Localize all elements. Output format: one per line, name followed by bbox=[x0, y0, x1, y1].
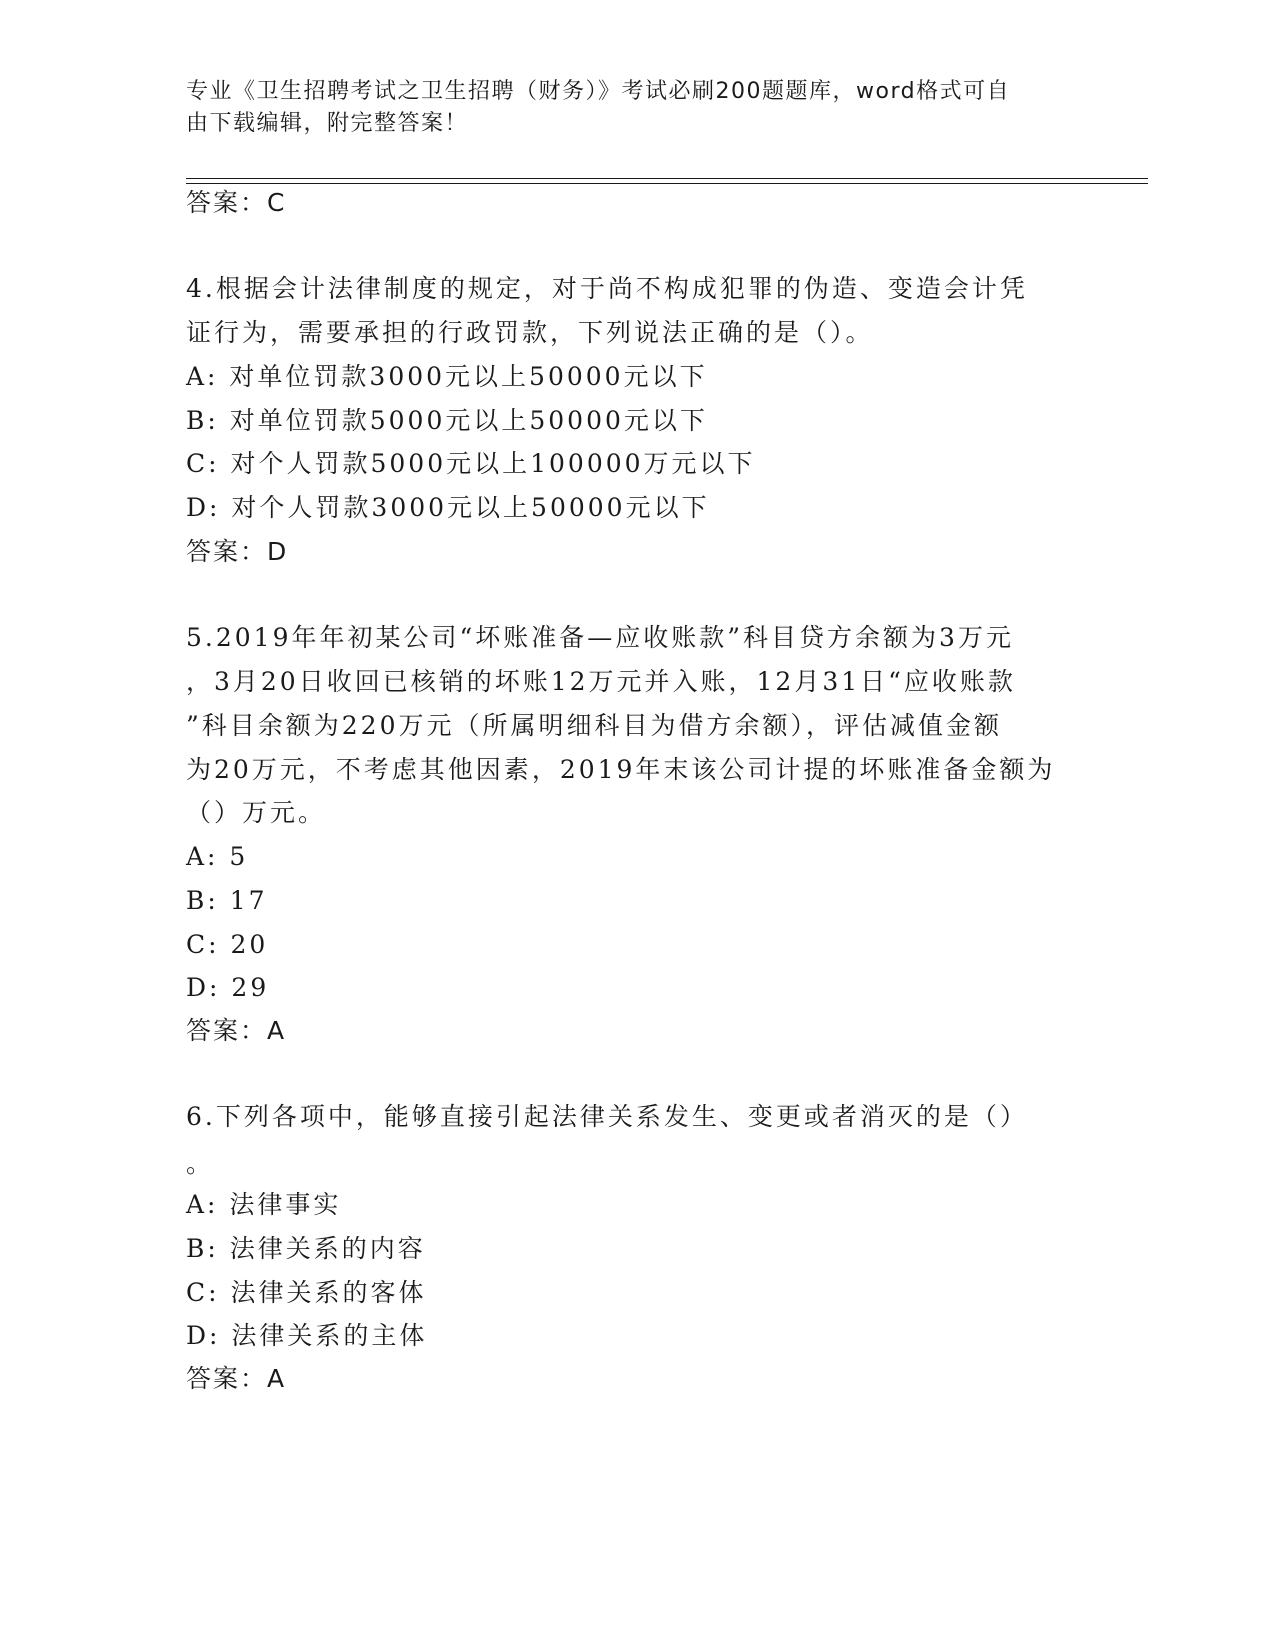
q6-answer: 答案：A bbox=[186, 1364, 287, 1393]
q5-option-d: D: 29 bbox=[186, 973, 270, 1002]
header-divider-top bbox=[186, 178, 1148, 179]
q4-stem-line-1: 4.根据会计法律制度的规定，对于尚不构成犯罪的伪造、变造会计凭 bbox=[186, 274, 1028, 303]
q5-option-b: B: 17 bbox=[186, 886, 268, 915]
q4-stem-line-2: 证行为，需要承担的行政罚款，下列说法正确的是（）。 bbox=[186, 318, 874, 347]
q5-option-a: A: 5 bbox=[186, 842, 249, 871]
q6-stem-line-2: 。 bbox=[186, 1149, 215, 1178]
q5-stem-line-1: 5.2019年年初某公司“坏账准备—应收账款”科目贷方余额为3万元 bbox=[186, 623, 1014, 652]
q4-option-b: B: 对单位罚款5000元以上50000元以下 bbox=[186, 406, 708, 435]
document-header bbox=[186, 76, 1066, 140]
q4-option-a: A: 对单位罚款3000元以上50000元以下 bbox=[186, 362, 708, 391]
q5-option-c: C: 20 bbox=[186, 930, 269, 959]
previous-answer: 答案：C bbox=[186, 188, 287, 217]
q4-option-c: C: 对个人罚款5000元以上100000万元以下 bbox=[186, 449, 756, 478]
q4-answer: 答案：D bbox=[186, 537, 289, 566]
header-line-1: 专业《卫生招聘考试之卫生招聘（财务）》考试必刷200题题库，word格式可自 bbox=[186, 79, 1011, 104]
q5-stem-line-5: （）万元。 bbox=[186, 798, 327, 827]
q6-option-a: A: 法律事实 bbox=[186, 1190, 342, 1219]
header-line-2: 由下载编辑，附完整答案！ bbox=[186, 111, 469, 136]
q6-stem-line-1: 6.下列各项中，能够直接引起法律关系发生、变更或者消灭的是（） bbox=[186, 1102, 1028, 1131]
q6-option-b: B: 法律关系的内容 bbox=[186, 1234, 426, 1263]
q5-answer: 答案：A bbox=[186, 1016, 287, 1045]
q5-stem-line-3: ”科目余额为220万元（所属明细科目为借方余额），评估减值金额 bbox=[186, 711, 1003, 740]
q6-option-d: D: 法律关系的主体 bbox=[186, 1321, 428, 1350]
q6-option-c: C: 法律关系的客体 bbox=[186, 1278, 427, 1307]
header-divider-bottom bbox=[186, 183, 1148, 184]
q4-option-d: D: 对个人罚款3000元以上50000元以下 bbox=[186, 493, 710, 522]
q5-stem-line-2: ，3月20日收回已核销的坏账12万元并入账，12月31日“应收账款 bbox=[186, 667, 1016, 696]
q5-stem-line-4: 为20万元，不考虑其他因素，2019年末该公司计提的坏账准备金额为 bbox=[186, 755, 1056, 784]
